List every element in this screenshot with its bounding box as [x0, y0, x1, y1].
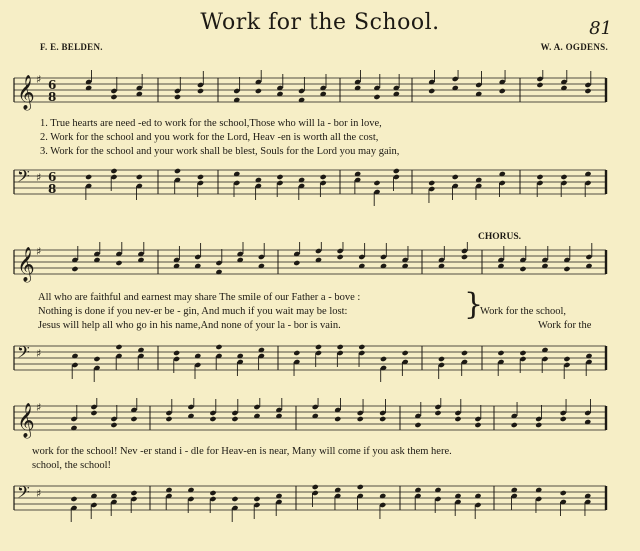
svg-text:8: 8 — [48, 90, 57, 104]
svg-text:♯: ♯ — [36, 73, 42, 86]
svg-text:♯: ♯ — [36, 487, 42, 500]
chorus-line-2: Work for the — [538, 320, 592, 331]
system1-treble-staff — [0, 70, 640, 116]
system2-line-2: Nothing is done if you nev-er be - gin, And much if you wait may be lost: — [38, 306, 348, 317]
system2-bass-staff — [0, 338, 640, 384]
svg-text:𝄞: 𝄞 — [17, 247, 35, 282]
system3-bass-staff — [0, 478, 640, 524]
svg-text:6: 6 — [48, 170, 57, 184]
system1-verse-1: 1. True hearts are need -ed to work for the school,Those who will la - bor in love, — [40, 118, 382, 129]
system1-verse-2: 2. Work for the school and you work for the Lord, Heav -en is worth all the cost, — [40, 132, 379, 143]
system1-bass-staff — [0, 162, 640, 208]
lyricist-credit: F. E. BELDEN. — [40, 42, 103, 52]
system3-line-1: work for the school! Nev -er stand i - dle for Heav-en is near, Many will come if you ask them here. — [32, 446, 452, 457]
svg-text:𝄢: 𝄢 — [17, 166, 30, 190]
chorus-label: CHORUS. — [478, 232, 522, 242]
svg-text:♯: ♯ — [36, 171, 42, 184]
brace: } — [464, 287, 484, 322]
chorus-line-1: Work for the school, — [480, 306, 567, 317]
system2-treble-staff — [0, 242, 640, 288]
page-number: 81 — [589, 18, 612, 39]
svg-text:♯: ♯ — [36, 347, 42, 360]
svg-text:𝄞: 𝄞 — [17, 403, 35, 438]
svg-text:𝄞: 𝄞 — [17, 75, 35, 110]
svg-text:𝄢: 𝄢 — [17, 482, 30, 506]
hymn-title: Work for the School. — [200, 10, 440, 35]
system3-treble-staff — [0, 398, 640, 444]
system2-line-3: Jesus will help all who go in his name,And none of your la - bor is vain. — [38, 320, 341, 331]
svg-text:6: 6 — [48, 78, 57, 92]
svg-text:8: 8 — [48, 182, 57, 196]
svg-text:𝄢: 𝄢 — [17, 342, 30, 366]
svg-text:♯: ♯ — [36, 401, 42, 414]
system3-line-2: school, the school! — [32, 460, 112, 471]
system1-verse-3: 3. Work for the school and your work shall be blest, Souls for the Lord you may gain, — [40, 146, 400, 157]
composer-credit: W. A. OGDENS. — [540, 42, 608, 52]
system2-line-1: All who are faithful and earnest may share The smile of our Father a - bove : — [38, 292, 361, 303]
svg-text:♯: ♯ — [36, 245, 42, 258]
